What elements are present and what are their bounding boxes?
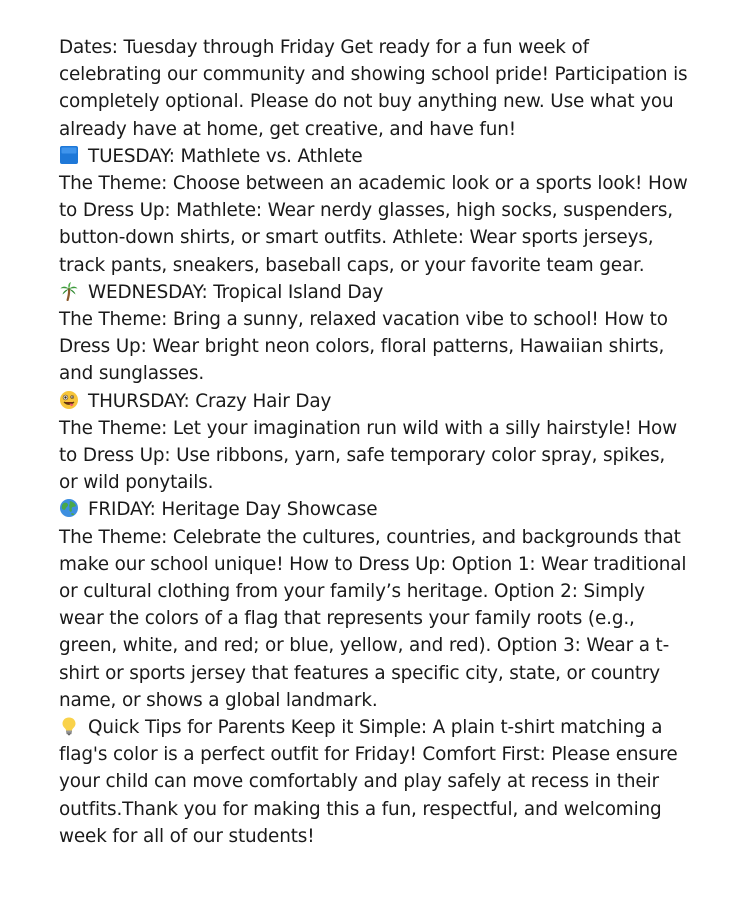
tuesday-heading-text: TUESDAY: Mathlete vs. Athlete	[88, 145, 363, 167]
wednesday-heading	[59, 279, 689, 306]
thursday-heading	[59, 388, 689, 415]
zany-face-icon	[59, 390, 79, 410]
globe-icon	[59, 498, 79, 518]
wednesday-heading-text: WEDNESDAY: Tropical Island Day	[88, 281, 384, 303]
thursday-body: The Theme: Let your imagination run wild with a silly hairstyle! How to Dress Up: Use ribbons, yarn, safe temporary color spray, spikes, or wild ponytails.	[59, 417, 678, 494]
tips-text: Quick Tips for Parents Keep it Simple: A plain t-shirt matching a flag's color is a perfect outfit for Friday! Comfort First: Please ensure your child can move comfortably and play safely at recess in their outfits.Thank you for making this a fun, respectful, and welcoming week for all of our students!	[59, 717, 678, 847]
light-bulb-icon	[59, 716, 79, 736]
spirit-week-document	[59, 34, 689, 850]
tuesday-body: The Theme: Choose between an academic look or a sports look! How to Dress Up: Mathlete: Wear nerdy glasses, high socks, suspenders, button-down shirts, or smart outfits. Athlete: Wear sports jerseys, track pants, sneakers, baseball caps, or your favorite team gear.	[59, 173, 688, 276]
friday-heading	[59, 496, 689, 523]
wednesday-body: The Theme: Bring a sunny, relaxed vacation vibe to school! How to Dress Up: Wear bright neon colors, floral patterns, Hawaiian shirts, and sunglasses.	[59, 309, 668, 385]
friday-heading-text: FRIDAY: Heritage Day Showcase	[88, 499, 378, 521]
blue-square-icon	[59, 145, 79, 165]
tuesday-heading	[59, 143, 689, 170]
intro-paragraph: Dates: Tuesday through Friday Get ready for a fun week of celebrating our community and showing school pride! Participation is completely optional. Please do not buy anything new. Use what you already have at home, get creative, and have fun!	[59, 37, 688, 140]
tips-paragraph	[59, 714, 689, 850]
palm-tree-icon	[59, 281, 79, 301]
friday-body: The Theme: Celebrate the cultures, countries, and backgrounds that make our school unique! How to Dress Up: Option 1: Wear traditional or cultural clothing from your family’s heritage. Option 2: Simply wear the colors of a flag that represents your family roots (e.g., green, white, and red; or blue, yellow, and red). Option 3: Wear a t-shirt or sports jersey that features a specific city, state, or country name, or shows a global landmark.	[59, 526, 687, 711]
thursday-heading-text: THURSDAY: Crazy Hair Day	[88, 390, 332, 412]
